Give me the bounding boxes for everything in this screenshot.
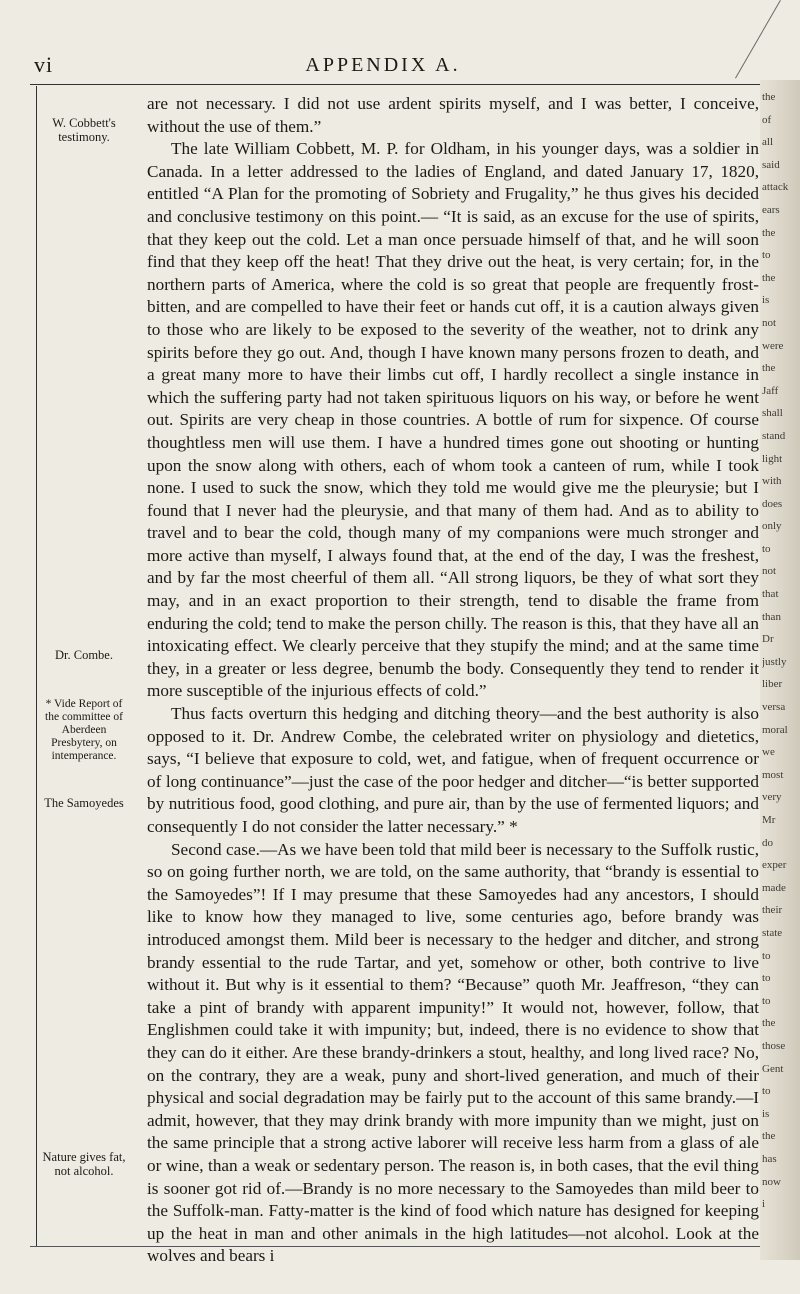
edge-fragment: moral (762, 723, 788, 736)
edge-fragment: state (762, 926, 783, 939)
edge-fragment: all (762, 136, 773, 149)
edge-fragment: we (762, 746, 775, 759)
paragraph: The late William Cobbett, M. P. for Oldham, in his younger days, was a soldier in Canada. In a letter addressed to the ladies of England, and dated January 17, 1820, entitled “A Plan for the promoting of Sobriety and Frugality,” he thus gives his decided and conclusive testimony on this point.— “It is said, as an excuse for the use of spirits, that they keep out the cold. Let a man once persuade himself of that, and he will soon find that they keep off the heat! That they drive out the heat, is very certain; for, in the northern parts of America, where the cold is so great that people are frequently frost-bitten, and are compelled to have their feet or hands cut off, it is a caution always given to those who are likely to be exposed to the severity of the weather, not to drink any spirits before they go out. And, though I have known many persons frozen to death, and a great many more to have their limbs cut off, I hardly recollect a single instance in which the suffering party had not taken spirituous liquors on his way, or before he went out. Spirits are very cheap in those countries. A bottle of rum for sixpence. Of course thoughtless men will use them. I have a hundred times gone out shooting or hunting upon the snow along with others, each of whom took a canteen of rum, while I took none. I used to suck the snow, which they told me would give me the pleurysie; but I found that I never had the pleurysie, and that many of them had. And as to ability to travel and to bear the cold, though many of my companions were much stronger and more active than myself, I always found that, at the end of the day, I was the freshest, and by far the most cheerful of them all. “All strong liquors, be they of what sort they may, and in an exact proportion to their strength, tend to disable the frame from enduring the cold; tend to make the person chilly. The reason is this, that they have all an intoxicating effect. We clearly perceive that they stupify the mind; and at the same time they, in a greater or less degree, benumb the body. Consequently they tend to render it more susceptible of the injurious effects of cold.” (147, 139, 759, 701)
edge-fragment: only (762, 520, 782, 533)
edge-fragment: with (762, 475, 782, 488)
edge-fragment: has (762, 1152, 777, 1165)
edge-fragment: to (762, 249, 771, 262)
edge-fragment: to (762, 972, 771, 985)
running-header (18, 52, 748, 82)
edge-fragment: to (762, 542, 771, 555)
edge-fragment: is (762, 1107, 770, 1120)
edge-fragment: to (762, 994, 771, 1007)
corner-line (735, 0, 781, 78)
header-rule (30, 84, 770, 85)
paragraph: Second case.—As we have been told that mild beer is necessary to the Suffolk rustic, so on going further north, we are told, on the same authority, that “brandy is essential to the Samoyedes”! If I may presume that these Samoyedes had any ancestors, I should like to know how they managed to live, some centuries ago, before brandy was introduced amongst them. Mild beer is necessary to the hedger and ditcher, and strong brandy essential to the rude Tartar, and yet, somehow or other, both contrive to live without it. But why is it essential to them? “Because” quoth Mr. Jeaffreson, “they can take a pint of brandy with apparent impunity!” It would not, however, follow, that Englishmen could take it with impunity; but, indeed, there is no evidence to show that they can do it either. Are these brandy-drinkers a stout, healthy, and long lived race? No, on the contrary, they are a weak, puny and short-lived generation, and much of their physical and social degradation may be fairly put to the account of this same brandy.—I admit, however, that they may drink brandy with more impunity than we might, just on the same principle that a strong active laborer will receive less harm from a glass of ale or wine, than a weak or sedentary person. The reason is, in both cases, that the evil thing is sooner got rid of.—Brandy is no more necessary to the Samoyedes than mild beer to the Suffolk-man. Fatty-matter is the kind of food which nature has designed for keeping up the heat in man and other animals in the high latitudes—not alcohol. Look at the wolves and bears i (147, 839, 759, 1266)
edge-fragment: Gent (762, 1062, 784, 1075)
edge-fragment: versa (762, 701, 786, 714)
main-text (147, 93, 759, 1268)
margin-note-combe: Dr. Combe. (55, 648, 113, 662)
edge-fragment: made (762, 881, 786, 894)
edge-fragment: Dr (762, 633, 774, 646)
edge-fragment: is (762, 294, 770, 307)
edge-fragment: those (762, 1039, 786, 1052)
edge-fragment: to (762, 1085, 771, 1098)
edge-fragment: the (762, 226, 776, 239)
edge-fragment: the (762, 362, 776, 375)
edge-fragment: exper (762, 859, 787, 872)
footnote-note: * Vide Report of the committee of Aberdeen Presbytery, on intemperance. (45, 698, 123, 762)
margin-rule (36, 86, 37, 1246)
edge-fragment: their (762, 904, 783, 917)
paragraph: are not necessary. I did not use ardent spirits myself, and I was better, I conceive, without the use of them.” (147, 94, 759, 136)
edge-fragment: ears (762, 203, 780, 216)
edge-fragment: attack (762, 181, 789, 194)
edge-fragment: Mr (762, 814, 776, 826)
edge-fragment: most (762, 768, 784, 781)
page-number: vi (34, 52, 54, 77)
edge-fragment: said (762, 158, 780, 171)
edge-fragment: does (762, 497, 783, 510)
margin-note-nature: Nature gives fat, not alcohol. (42, 1150, 126, 1178)
edge-fragment: stand (762, 429, 786, 442)
margin-note-samoyedes: The Samoyedes (44, 796, 124, 810)
facing-page-text (762, 86, 800, 1216)
edge-fragment: the (762, 91, 776, 103)
edge-fragment: liber (762, 678, 783, 691)
running-title: APPENDIX A. (305, 54, 461, 76)
edge-fragment: light (762, 452, 783, 465)
edge-fragment: justly (762, 655, 787, 668)
edge-fragment: very (762, 791, 782, 804)
edge-fragment: were (762, 339, 784, 352)
edge-fragment: not (762, 316, 777, 329)
edge-fragment: not (762, 565, 777, 578)
edge-fragment: Jaff (762, 384, 779, 397)
edge-fragment: shall (762, 407, 783, 420)
edge-fragment: do (762, 836, 773, 849)
edge-fragment: that (762, 588, 779, 601)
edge-fragment: the (762, 1130, 776, 1143)
margin-note-cobbett: W. Cobbett's testimony. (52, 116, 116, 144)
edge-fragment: the (762, 1017, 776, 1030)
edge-fragment: i (762, 1198, 766, 1211)
edge-fragment: than (762, 610, 781, 623)
edge-fragment: of (762, 113, 772, 126)
edge-fragment: the (762, 271, 776, 284)
paragraph: Thus facts overturn this hedging and ditching theory—and the best authority is also opposed to it. Dr. Andrew Combe, the celebrated writer on physiology and dietetics, says, “I believe that exposure to cold, wet, and fatigue, when of frequent occurrence or of long continuance”—just the case of the poor hedger and ditcher—“is better supported by nutritious food, good clothing, and pure air, than by the use of fermented liquors; and consequently I do not consider the latter necessary.” * (147, 704, 759, 836)
edge-fragment: to (762, 949, 771, 962)
edge-fragment: now (762, 1175, 781, 1188)
